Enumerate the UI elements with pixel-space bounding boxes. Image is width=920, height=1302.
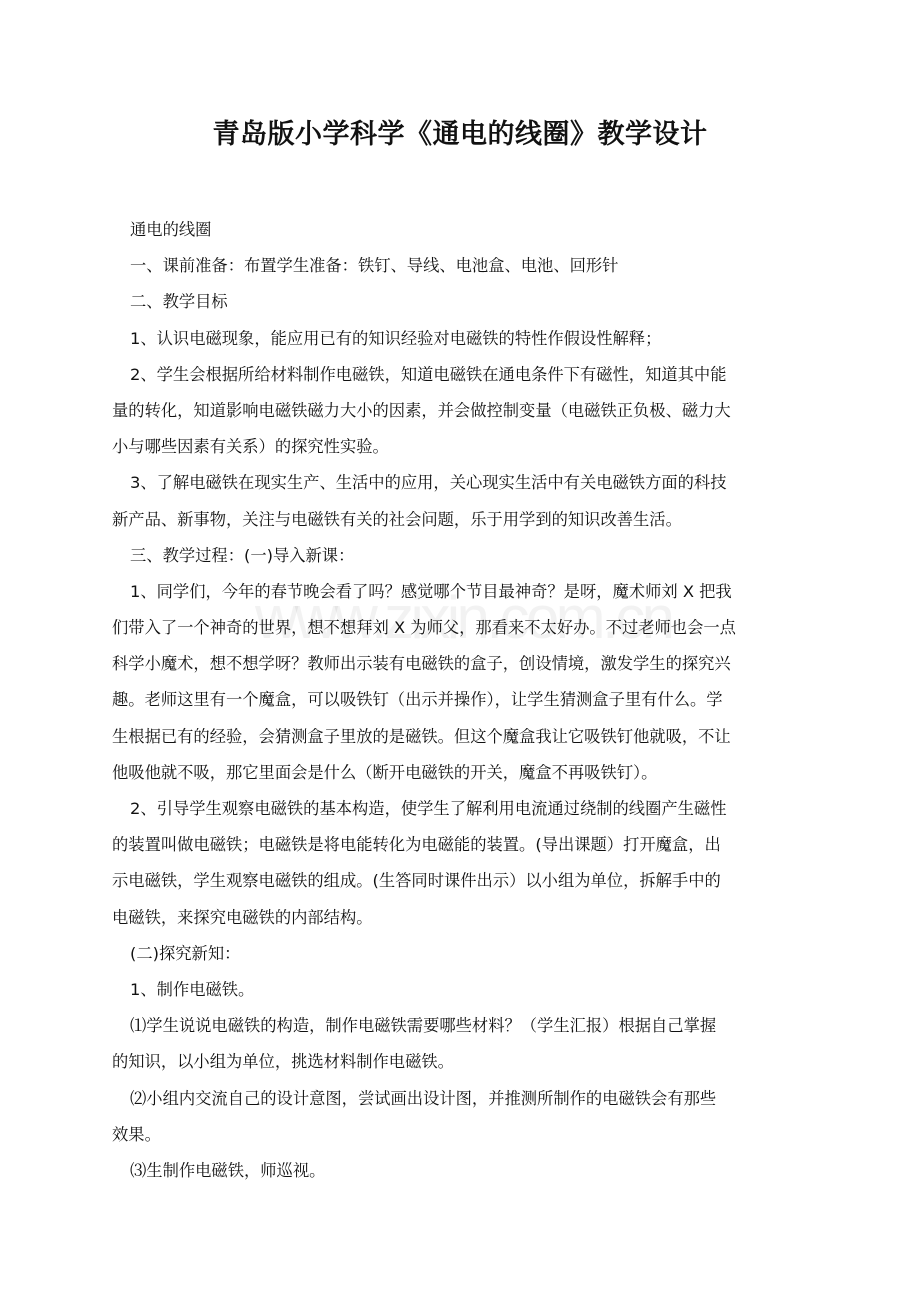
body-line: 效果。 [112,1124,161,1144]
body-line: 2、引导学生观察电磁铁的基本构造，使学生了解利用电流通过绕制的线圈产生磁性 [130,799,727,818]
document-body [112,212,812,1189]
body-line: 小与哪些因素有关系）的探究性实验。 [112,437,389,457]
body-line: 的装置叫做电磁铁；电磁铁是将电能转化为电磁能的装置。(导出课题）打开魔盒，出 [112,835,721,855]
body-line: ⑶生制作电磁铁，师巡视。 [130,1160,326,1180]
body-line: 三、教学过程：(一)导入新课： [130,545,355,565]
document-title: 青岛版小学科学《通电的线圈》教学设计 [212,119,708,150]
body-line: 趣。老师这里有一个魔盒，可以吸铁钉（出示并操作），让学生猜测盒子里有什么。学 [112,690,723,710]
body-line: 1、制作电磁铁。 [130,979,255,999]
body-line: 他吸他就不吸，那它里面会是什么（断开电磁铁的开关，魔盒不再吸铁钉）。 [112,762,658,782]
body-line: 示电磁铁，学生观察电磁铁的组成。(生答同时课件出示）以小组为单位，拆解手中的 [112,871,721,891]
body-line: ⑵小组内交流自己的设计意图，尝试画出设计图，并推测所制作的电磁铁会有那些 [130,1088,717,1108]
body-line: 量的转化，知道影响电磁铁磁力大小的因素，并会做控制变量（电磁铁正负极、磁力大 [112,400,731,420]
body-line: 电磁铁，来探究电磁铁的内部结构。 [112,907,373,927]
body-line: 新产品、新事物，关注与电磁铁有关的社会问题，乐于用学到的知识改善生活。 [112,509,682,529]
body-line: 一、课前准备：布置学生准备：铁钉、导线、电池盒、电池、回形针 [130,256,619,276]
body-line: 的知识，以小组为单位，挑选材料制作电磁铁。 [112,1052,454,1072]
body-line: 3、了解电磁铁在现实生产、生活中的应用，关心现实生活中有关电磁铁方面的科技 [130,473,727,493]
body-line: 1、同学们，今年的春节晚会看了吗？感觉哪个节目最神奇？是呀，魔术师刘 X 把我 [130,581,732,601]
body-line: (二)探究新知： [130,943,241,963]
body-line: 生根据已有的经验，会猜测盒子里放的是磁铁。但这个魔盒我让它吸铁钉他就吸，不让 [112,726,731,746]
body-line: 们带入了一个神奇的世界，想不想拜刘 X 为师父，那看来不太好办。不过老师也会一点 [112,618,736,638]
body-line: ⑴学生说说电磁铁的构造，制作电磁铁需要哪些材料？（学生汇报）根据自己掌握 [130,1016,717,1036]
body-line: 通电的线圈 [130,220,212,239]
body-line: 二、教学目标 [130,292,228,312]
body-line: 科学小魔术，想不想学呀？教师出示装有电磁铁的盒子，创设情境，激发学生的探究兴 [112,654,731,674]
body-line: 1、认识电磁现象，能应用已有的知识经验对电磁铁的特性作假设性解释； [130,328,662,348]
svg-text:www.zixin.com.cn: www.zixin.com.cn [255,584,675,651]
body-line: 2、学生会根据所给材料制作电磁铁，知道电磁铁在通电条件下有磁性，知道其中能 [130,364,727,384]
